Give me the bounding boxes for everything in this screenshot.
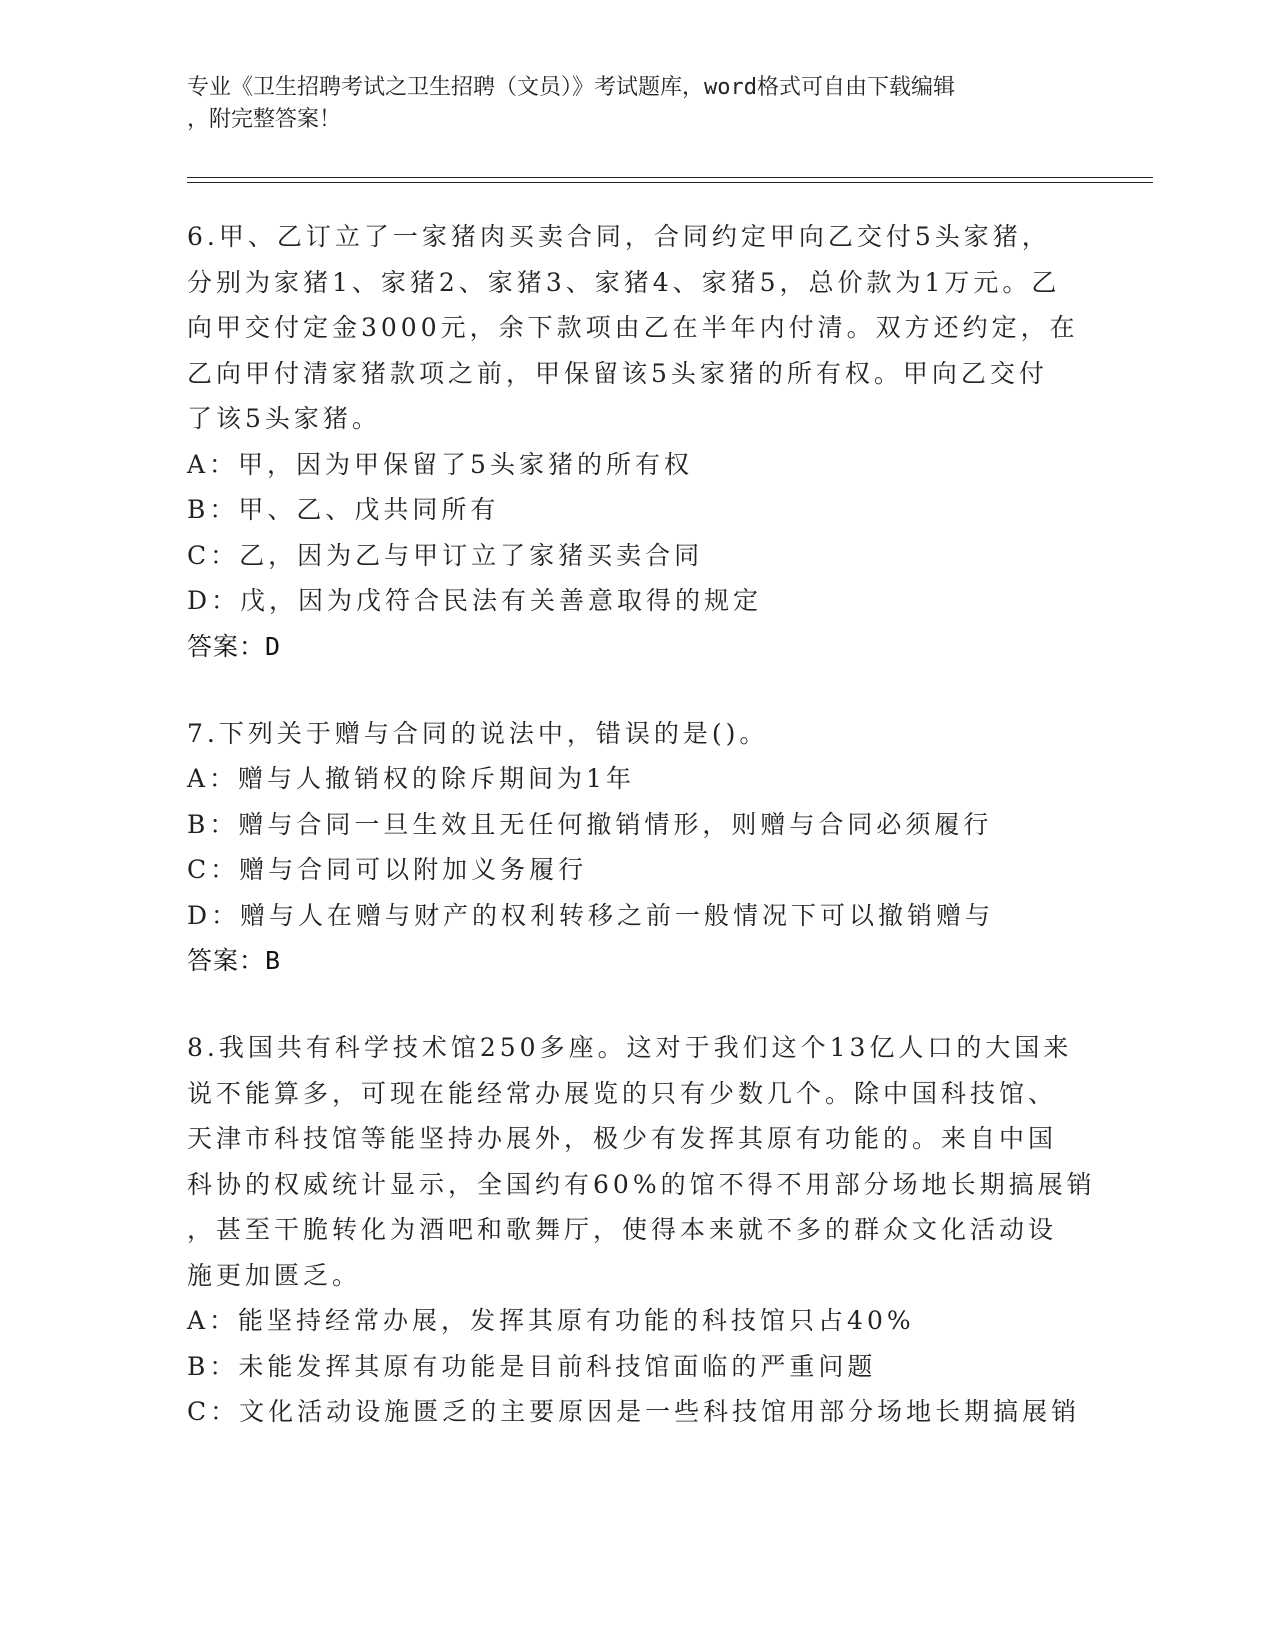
answer-text: 答案：B xyxy=(187,946,282,975)
question-text-line: ，甚至干脆转化为酒吧和歌舞厅，使得本来就不多的群众文化活动设 xyxy=(187,1215,1058,1244)
question-6 xyxy=(187,214,1087,670)
option-b: B：甲、乙、戊共同所有 xyxy=(187,495,500,524)
header-line-2: ，附完整答案！ xyxy=(187,107,342,132)
header-line-1: 专业《卫生招聘考试之卫生招聘（文员）》考试题库，word格式可自由下载编辑 xyxy=(187,75,955,100)
question-8 xyxy=(187,1025,1096,1435)
question-text-line: 分别为家猪1、家猪2、家猪3、家猪4、家猪5，总价款为1万元。乙 xyxy=(187,267,1061,297)
question-text-line: 说不能算多，可现在能经常办展览的只有少数几个。除中国科技馆、 xyxy=(187,1078,1058,1108)
question-text-line: 乙向甲付清家猪款项之前，甲保留该5头家猪的所有权。甲向乙交付 xyxy=(187,358,1048,388)
option-d: D：赠与人在赠与财产的权利转移之前一般情况下可以撤销赠与 xyxy=(187,900,995,930)
question-text-line: 8.我国共有科学技术馆250多座。这对于我们这个13亿人口的大国来 xyxy=(187,1033,1073,1062)
option-c: C：赠与合同可以附加义务履行 xyxy=(187,855,588,884)
question-text-line: 天津市科技馆等能坚持办展外，极少有发挥其原有功能的。来自中国 xyxy=(187,1124,1058,1153)
question-text-line: 向甲交付定金3000元，余下款项由乙在半年内付清。双方还约定，在 xyxy=(187,313,1079,342)
option-a: A：甲，因为甲保留了5头家猪的所有权 xyxy=(187,449,693,479)
question-text-line: 7.下列关于赠与合同的说法中，错误的是()。 xyxy=(187,718,769,748)
option-b: B：赠与合同一旦生效且无任何撤销情形，则赠与合同必须履行 xyxy=(187,809,993,839)
answer-text: 答案：D xyxy=(187,631,282,661)
option-c: C：乙，因为乙与甲订立了家猪买卖合同 xyxy=(187,540,704,570)
question-7 xyxy=(187,711,1087,985)
option-d: D：戊，因为戊符合民法有关善意取得的规定 xyxy=(187,586,763,615)
header-divider xyxy=(187,177,1153,183)
option-a: A：赠与人撤销权的除斥期间为1年 xyxy=(187,764,635,793)
question-list xyxy=(187,214,1096,1476)
question-text-line: 6.甲、乙订立了一家猪肉买卖合同，合同约定甲向乙交付5头家猪， xyxy=(187,222,1051,251)
option-a: A：能坚持经常办展，发挥其原有功能的科技馆只占40% xyxy=(187,1306,915,1335)
option-c: C：文化活动设施匮乏的主要原因是一些科技馆用部分场地长期搞展销 xyxy=(187,1397,1081,1426)
question-text-line: 施更加匮乏。 xyxy=(187,1260,362,1290)
question-text-line: 了该5头家猪。 xyxy=(187,404,381,433)
document-header xyxy=(187,72,1067,136)
option-b: B：未能发挥其原有功能是目前科技馆面临的严重问题 xyxy=(187,1351,877,1381)
question-text-line: 科协的权威统计显示，全国约有60%的馆不得不用部分场地长期搞展销 xyxy=(187,1169,1096,1199)
